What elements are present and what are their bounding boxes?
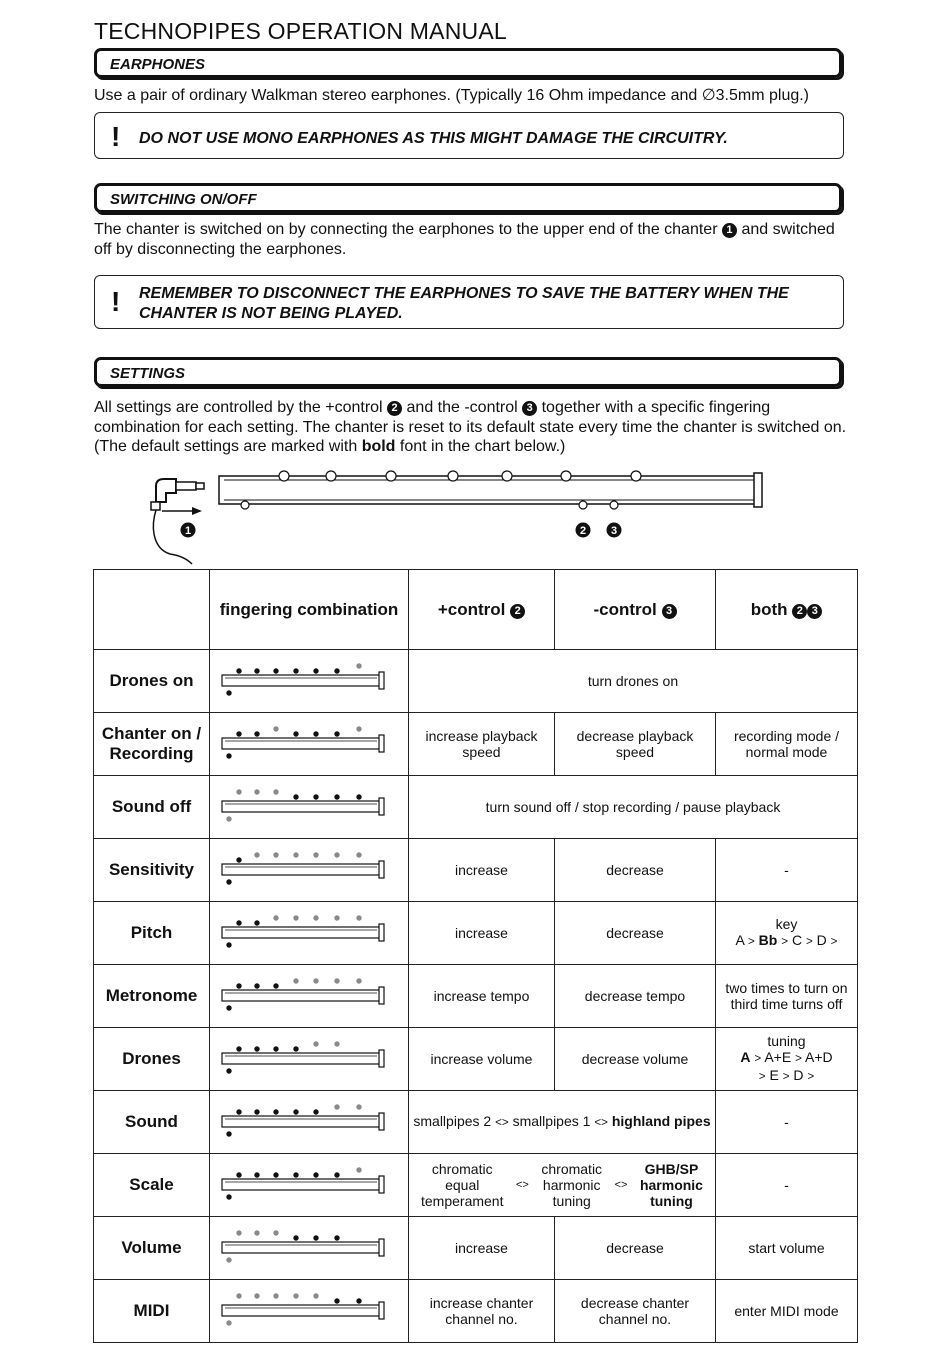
chanter-body — [222, 738, 380, 749]
closed-hole — [236, 731, 241, 736]
fingering-diagram — [219, 912, 399, 952]
closed-hole — [273, 1109, 278, 1114]
table-row — [94, 839, 858, 902]
closed-hole — [236, 920, 241, 925]
action-cell: turn drones on — [409, 650, 858, 713]
open-hole — [293, 852, 298, 857]
settings-table — [93, 569, 858, 1343]
section-header-switching — [94, 183, 842, 213]
sound-option-default: highland pipes — [611, 1113, 711, 1129]
closed-hole — [236, 857, 241, 862]
closed-hole — [356, 1298, 361, 1303]
fingering-cell — [210, 902, 409, 965]
page-title: TECHNOPIPES OPERATION MANUAL — [94, 18, 507, 44]
open-hole — [334, 978, 339, 983]
fingering-cell — [210, 1154, 409, 1217]
open-hole — [254, 1230, 259, 1235]
chanter-end — [379, 1050, 384, 1067]
open-hole — [273, 1293, 278, 1298]
warning-box-earphones — [94, 112, 844, 159]
closed-hole — [236, 668, 241, 673]
both-cell: enter MIDI mode — [716, 1280, 858, 1343]
thumb-hole — [226, 1320, 231, 1325]
closed-hole — [273, 1172, 278, 1177]
marker-3: 3 — [807, 604, 822, 619]
key-bb: Bb — [758, 932, 778, 948]
chanter-body — [222, 864, 380, 875]
header-minus-label: -control — [593, 599, 657, 619]
sound-options-cell — [409, 1091, 716, 1154]
closed-hole — [254, 983, 259, 988]
closed-hole — [313, 1172, 318, 1177]
cell-line: tuning — [650, 1193, 693, 1209]
minus-cell: decrease — [555, 902, 716, 965]
row-name: Pitch — [94, 902, 210, 965]
both-cell: - — [716, 1154, 858, 1217]
thumb-hole — [226, 816, 231, 821]
header-plus-label: +control — [437, 599, 506, 619]
key-c: C — [791, 932, 803, 948]
thumb-hole — [226, 690, 231, 695]
chanter-end — [379, 1239, 384, 1256]
table-row — [94, 1280, 858, 1343]
marker-3: 3 — [522, 401, 537, 416]
open-hole — [313, 1041, 318, 1046]
cell-line: speed — [462, 744, 501, 760]
both-cell: start volume — [716, 1217, 858, 1280]
exclamation-icon: ! — [111, 121, 121, 152]
section-header-earphones — [94, 48, 842, 78]
table-row — [94, 1091, 858, 1154]
separator: <> — [516, 1179, 529, 1191]
open-hole — [334, 852, 339, 857]
table-row — [94, 713, 858, 776]
chanter-body — [222, 927, 380, 938]
open-hole — [334, 1104, 339, 1109]
cell-line: tuning — [552, 1193, 591, 1209]
hole — [326, 471, 336, 481]
thumb-hole — [241, 501, 249, 509]
thumb-hole — [226, 1068, 231, 1073]
plus-cell — [409, 1280, 555, 1343]
row-name: Drones — [94, 1028, 210, 1091]
chanter-end — [379, 1113, 384, 1130]
fingering-cell — [210, 1091, 409, 1154]
closed-hole — [254, 668, 259, 673]
plus-cell: increase — [409, 839, 555, 902]
fingering-cell — [210, 1280, 409, 1343]
table-row — [94, 1028, 858, 1091]
row-name-line: Recording — [109, 744, 194, 763]
minus-cell: decrease tempo — [555, 965, 716, 1028]
chanter-end — [379, 1176, 384, 1193]
open-hole — [254, 1293, 259, 1298]
closed-hole — [236, 1109, 241, 1114]
closed-hole — [254, 731, 259, 736]
chanter-body — [222, 1305, 380, 1316]
plus-cell — [409, 713, 555, 776]
cell-line: equal — [445, 1177, 480, 1193]
closed-hole — [236, 983, 241, 988]
header-minus-control — [555, 570, 716, 650]
both-cell — [716, 902, 858, 965]
thumb-hole — [226, 753, 231, 758]
hole — [448, 471, 458, 481]
fingering-diagram — [219, 723, 399, 763]
warning-text: DO NOT USE MONO EARPHONES AS THIS MIGHT DAMAGE THE CIRCUITRY. — [139, 130, 728, 147]
tuning-d: D — [793, 1067, 804, 1083]
closed-hole — [356, 794, 361, 799]
marker-1-label — [181, 523, 196, 538]
open-hole — [356, 978, 361, 983]
row-name: Drones on — [94, 650, 210, 713]
tuning-ad: A+D — [805, 1049, 833, 1065]
cell-line: harmonic — [542, 1177, 601, 1193]
fingering-diagram — [219, 1101, 399, 1141]
chanter-end — [379, 861, 384, 878]
fingering-cell — [210, 650, 409, 713]
closed-hole — [293, 1109, 298, 1114]
open-hole — [254, 789, 259, 794]
closed-hole — [293, 731, 298, 736]
cell-line: channel no. — [445, 1311, 518, 1327]
header-plus-control — [409, 570, 555, 650]
open-hole — [236, 789, 241, 794]
row-name — [94, 713, 210, 776]
separator: <> — [495, 1116, 509, 1129]
hole — [561, 471, 571, 481]
fingering-diagram — [219, 1164, 399, 1204]
minus-cell — [555, 1280, 716, 1343]
section-heading: SETTINGS — [110, 365, 186, 382]
open-hole — [273, 1230, 278, 1235]
open-hole — [273, 726, 278, 731]
table-row — [94, 1217, 858, 1280]
thumb-hole — [226, 1005, 231, 1010]
tuning-e: E — [769, 1067, 779, 1083]
exclamation-icon: ! — [111, 286, 121, 317]
cell-line: chromatic — [541, 1161, 603, 1177]
gt: > — [754, 1052, 762, 1065]
open-hole — [356, 915, 361, 920]
open-hole — [236, 1230, 241, 1235]
cell-line: chromatic — [431, 1161, 493, 1177]
closed-hole — [236, 1046, 241, 1051]
open-hole — [334, 1041, 339, 1046]
thumb-hole — [226, 879, 231, 884]
marker-3-label — [607, 523, 622, 538]
scale-option-default — [640, 1161, 703, 1209]
switching-text — [94, 220, 854, 259]
header-empty — [94, 570, 210, 650]
cell-line: normal mode — [745, 744, 828, 760]
open-hole — [273, 789, 278, 794]
warning-box-battery — [94, 275, 844, 329]
closed-hole — [293, 1235, 298, 1240]
header-both-label: both — [750, 599, 788, 619]
gt: > — [807, 1070, 815, 1083]
key-sequence — [716, 932, 857, 950]
tuning-a: A — [740, 1049, 751, 1065]
fingering-cell — [210, 776, 409, 839]
closed-hole — [313, 731, 318, 736]
settings-text — [94, 398, 854, 457]
hole — [502, 471, 512, 481]
thumb-hole — [226, 1131, 231, 1136]
cell-line: decrease playback — [576, 728, 694, 744]
both-cell: - — [716, 1091, 858, 1154]
both-cell — [716, 965, 858, 1028]
closed-hole — [334, 731, 339, 736]
switching-text-a: The chanter is switched on by connecting the earphones to the upper end of the chanter — [94, 221, 718, 238]
marker-2: 2 — [792, 604, 807, 619]
closed-hole — [254, 1046, 259, 1051]
plus-cell: increase — [409, 1217, 555, 1280]
cell-line: recording mode / — [733, 728, 840, 744]
key-a: A — [735, 932, 745, 948]
chanter-body — [222, 1053, 380, 1064]
fingering-diagram — [219, 786, 399, 826]
tuning-ae: A+E — [764, 1049, 792, 1065]
cell-line: decrease chanter — [580, 1295, 690, 1311]
scale-options-cell — [409, 1154, 716, 1217]
row-name: Sensitivity — [94, 839, 210, 902]
chanter-body — [219, 473, 762, 507]
tuning-sequence-2 — [716, 1067, 857, 1085]
fingering-cell — [210, 1028, 409, 1091]
fingering-cell — [210, 713, 409, 776]
closed-hole — [313, 668, 318, 673]
plus-cell: increase — [409, 902, 555, 965]
thumb-hole — [226, 1257, 231, 1262]
closed-hole — [334, 1172, 339, 1177]
earphones-text: Use a pair of ordinary Walkman stereo earphones. (Typically 16 Ohm impedance and ∅3.5mm plug.) — [94, 87, 810, 104]
both-cell — [716, 1028, 858, 1091]
separator: <> — [614, 1179, 628, 1191]
table-row — [94, 902, 858, 965]
minus-cell: decrease — [555, 1217, 716, 1280]
section-heading: SWITCHING ON/OFF — [110, 191, 257, 208]
closed-hole — [273, 983, 278, 988]
fingering-cell — [210, 965, 409, 1028]
cell-line: tuning — [767, 1033, 806, 1049]
chanter-end — [379, 672, 384, 689]
scale-option — [541, 1161, 602, 1209]
chanter-end — [379, 798, 384, 815]
closed-hole — [273, 668, 278, 673]
closed-hole — [254, 920, 259, 925]
closed-hole — [334, 794, 339, 799]
closed-hole — [273, 1046, 278, 1051]
action-cell: turn sound off / stop recording / pause playback — [409, 776, 858, 839]
minus-cell: decrease — [555, 839, 716, 902]
closed-hole — [334, 1298, 339, 1303]
open-hole — [356, 1167, 361, 1172]
cell-line: key — [775, 916, 798, 932]
chanter-body — [222, 1242, 380, 1253]
cell-line: speed — [615, 744, 655, 760]
cell-line: two times to turn on — [725, 980, 848, 996]
marker-1: 1 — [722, 223, 737, 238]
hole — [631, 471, 641, 481]
fingering-diagram — [219, 1038, 399, 1078]
chanter-end — [379, 1302, 384, 1319]
settings-text-d: font in the chart below.) — [399, 438, 566, 455]
closed-hole — [293, 668, 298, 673]
fingering-cell — [210, 1217, 409, 1280]
settings-text-a: All settings are controlled by the +control — [94, 399, 383, 416]
cell-line: third time turns off — [730, 996, 843, 1012]
control-hole-3 — [610, 501, 618, 509]
separator: <> — [594, 1116, 608, 1129]
row-name-line: Chanter on / — [101, 724, 202, 743]
gt: > — [758, 1070, 766, 1083]
settings-text-bold: bold — [361, 438, 396, 455]
plus-cell: increase volume — [409, 1028, 555, 1091]
plus-cell: increase tempo — [409, 965, 555, 1028]
thumb-hole — [226, 1194, 231, 1199]
marker-2: 2 — [510, 604, 525, 619]
table-header-row — [94, 570, 858, 650]
marker-1-text: 1 — [184, 525, 192, 537]
open-hole — [356, 852, 361, 857]
marker-2-label — [576, 523, 591, 538]
open-hole — [254, 852, 259, 857]
open-hole — [313, 852, 318, 857]
open-hole — [356, 726, 361, 731]
gt: > — [781, 935, 789, 948]
table-row — [94, 776, 858, 839]
cell-line: temperament — [421, 1193, 504, 1209]
key-d: D — [816, 932, 827, 948]
chanter-diagram — [140, 468, 780, 568]
section-heading: EARPHONES — [110, 56, 206, 73]
open-hole — [334, 915, 339, 920]
chanter-body — [222, 801, 380, 812]
gt: > — [782, 1070, 790, 1083]
fingering-diagram — [219, 849, 399, 889]
fingering-cell — [210, 839, 409, 902]
gt: > — [830, 935, 838, 948]
closed-hole — [313, 794, 318, 799]
row-name: Volume — [94, 1217, 210, 1280]
hole — [386, 471, 396, 481]
chanter-body — [222, 1116, 380, 1127]
chanter-body — [222, 990, 380, 1001]
fingering-diagram — [219, 1227, 399, 1267]
closed-hole — [293, 1046, 298, 1051]
thumb-hole — [226, 942, 231, 947]
table-row — [94, 1154, 858, 1217]
chanter-body — [222, 1179, 380, 1190]
closed-hole — [313, 1235, 318, 1240]
fingering-diagram — [219, 1290, 399, 1330]
chanter-body — [222, 675, 380, 686]
header-both — [716, 570, 858, 650]
row-name: Sound — [94, 1091, 210, 1154]
cell-line: harmonic — [639, 1177, 703, 1193]
both-cell — [716, 713, 858, 776]
switching-text-b: and switched off by disconnecting the earphones. — [94, 221, 835, 258]
closed-hole — [293, 1172, 298, 1177]
closed-hole — [334, 1235, 339, 1240]
settings-text-c: together with a specific fingering combination for each setting. The chanter is reset to its default state every time the chanter is switched on. (The default settings are marked with — [94, 399, 847, 455]
open-hole — [313, 915, 318, 920]
chanter-end — [379, 735, 384, 752]
cell-line: increase playback — [425, 728, 538, 744]
closed-hole — [236, 1172, 241, 1177]
minus-cell — [555, 713, 716, 776]
marker-2-text: 2 — [579, 525, 587, 537]
section-header-settings — [94, 357, 842, 387]
closed-hole — [334, 668, 339, 673]
cell-line: GHB/SP — [644, 1161, 699, 1177]
closed-hole — [254, 1172, 259, 1177]
cell-line: increase chanter — [429, 1295, 534, 1311]
sound-option: smallpipes 2 — [413, 1113, 492, 1129]
open-hole — [356, 663, 361, 668]
closed-hole — [293, 794, 298, 799]
open-hole — [313, 978, 318, 983]
warning-text: REMEMBER TO DISCONNECT THE EARPHONES TO SAVE THE BATTERY WHEN THE CHANTER IS NOT BEING PLAYED. — [139, 285, 789, 322]
table-row — [94, 650, 858, 713]
tuning-sequence — [716, 1049, 857, 1067]
fingering-diagram — [219, 660, 399, 700]
row-name: Metronome — [94, 965, 210, 1028]
open-hole — [273, 852, 278, 857]
scale-option — [421, 1161, 503, 1209]
row-name: Sound off — [94, 776, 210, 839]
chanter-end — [379, 987, 384, 1004]
hole — [279, 471, 289, 481]
closed-hole — [254, 1109, 259, 1114]
marker-2: 2 — [387, 401, 402, 416]
open-hole — [356, 1104, 361, 1109]
header-fingering: fingering combination — [210, 570, 409, 650]
marker-3: 3 — [662, 604, 677, 619]
row-name: Scale — [94, 1154, 210, 1217]
settings-text-b: and the -control — [406, 399, 518, 416]
open-hole — [293, 915, 298, 920]
cell-line: channel no. — [598, 1311, 672, 1327]
open-hole — [293, 978, 298, 983]
earphone-plug-icon — [151, 479, 204, 564]
gt: > — [805, 935, 813, 948]
open-hole — [313, 1293, 318, 1298]
closed-hole — [313, 1109, 318, 1114]
chanter-end — [379, 924, 384, 941]
sound-option: smallpipes 1 — [512, 1113, 591, 1129]
row-name: MIDI — [94, 1280, 210, 1343]
marker-3-text: 3 — [610, 525, 618, 537]
both-cell: - — [716, 839, 858, 902]
open-hole — [273, 915, 278, 920]
open-hole — [293, 1293, 298, 1298]
control-hole-2 — [579, 501, 587, 509]
gt: > — [747, 935, 755, 948]
fingering-diagram — [219, 975, 399, 1015]
minus-cell: decrease volume — [555, 1028, 716, 1091]
table-row — [94, 965, 858, 1028]
open-hole — [236, 1293, 241, 1298]
gt: > — [795, 1052, 802, 1065]
